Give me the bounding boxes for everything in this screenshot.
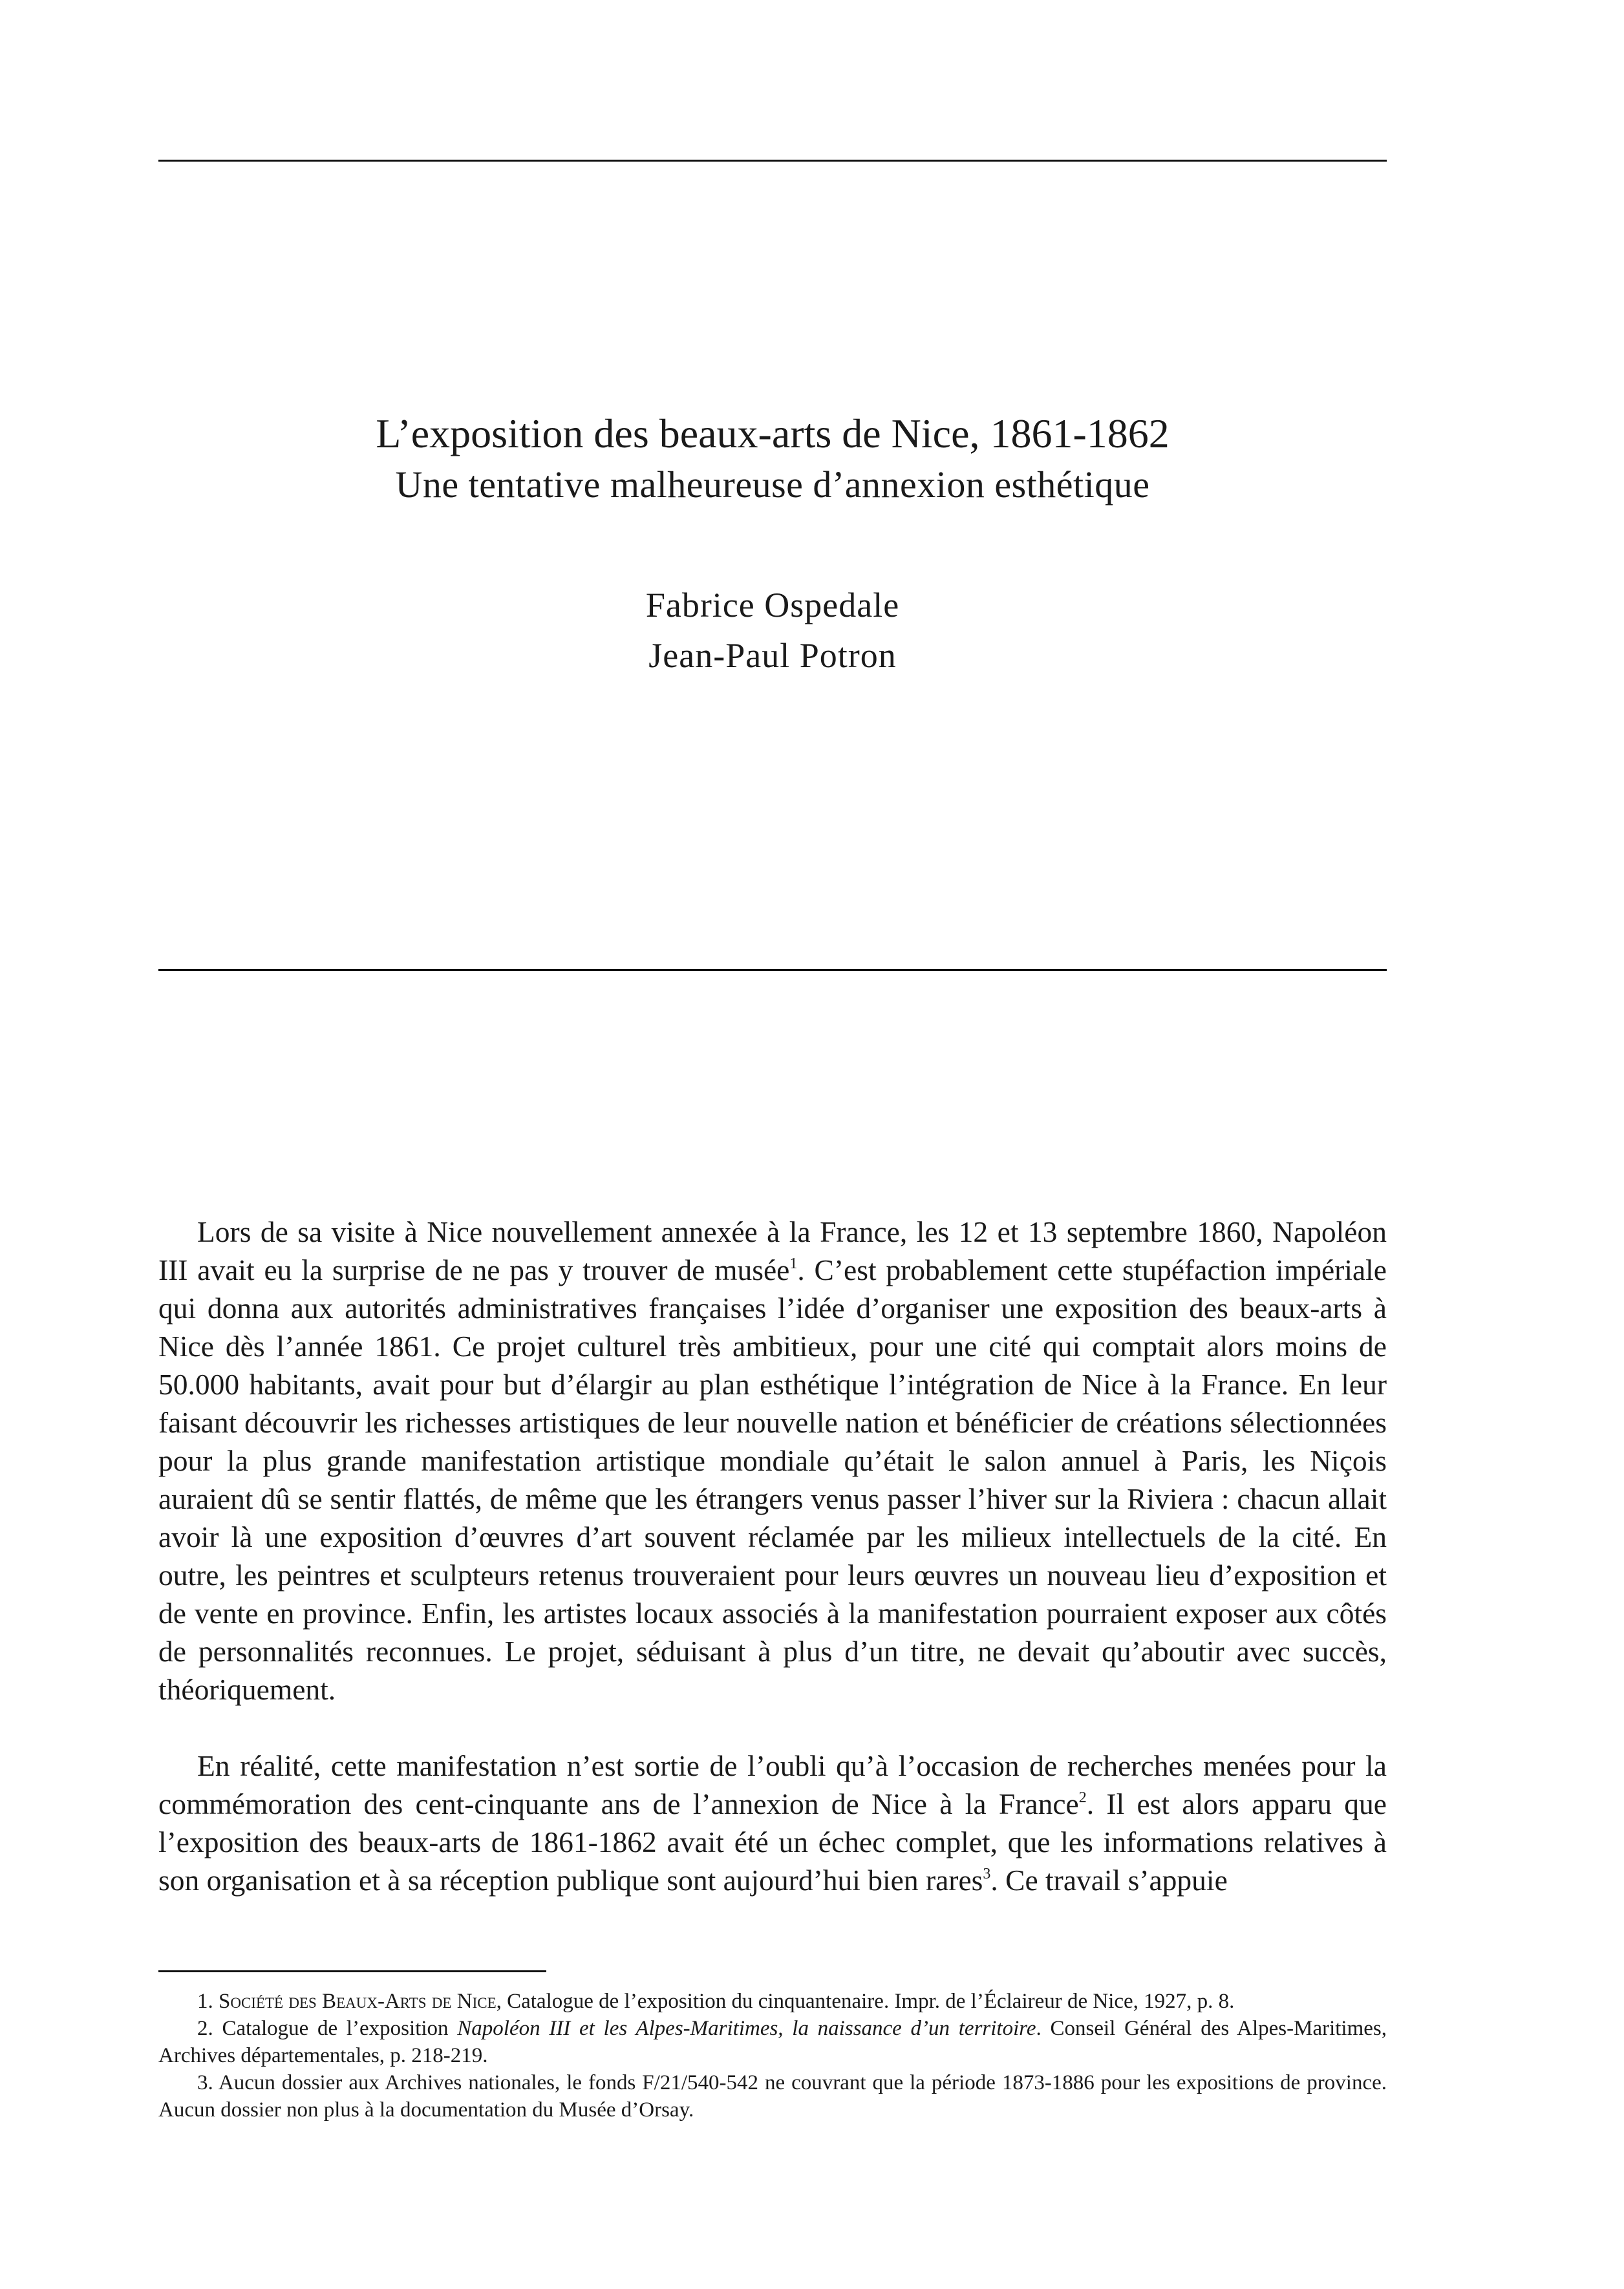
article-title: L’exposition des beaux-arts de Nice, 1861-1862 [376, 410, 1170, 456]
paragraph: Lors de sa visite à Nice nouvellement annexée à la France, les 12 et 13 septembre 1860, Napoléon III avait eu la surprise de ne pas y trouver de musée$^1$. C’est probablement cette stupéfaction impériale qui donna aux autorités administratives françaises l’idée d’organiser une exposition des beaux-arts à Nice dès l’année 1861. Ce projet culturel très ambitieux, pour une cité qui comptait alors moins de 50.000 habitants, avait pour but d’élargir au plan esthétique l’intégration de Nice à la France. En leur faisant découvrir les richesses artistiques de leur nouvelle nation et bénéficier de créations sélectionnées pour la plus grande manifestation artistique mondiale qu’était le salon annuel à Paris, les Niçois auraient dû se sentir flattés, de même que les étrangers venus passer l’hiver sur la Riviera : chacun allait avoir là une exposition d’œuvres d’art souvent réclamée par les milieux intellectuels de la cité. En outre, les peintres et sculpteurs retenus trouveraient pour leurs œuvres un nouveau lieu d’exposition et de vente en province. Enfin, les artistes locaux associés à la manifestation pourraient exposer aux côtés de personnalités reconnues. Le projet, séduisant à plus d’un titre, ne devait qu’aboutir avec succès, théoriquement. [158, 1215, 1387, 1706]
footnote-rule [158, 1970, 546, 1972]
top-rule [158, 160, 1387, 162]
footnote-title: Napoléon III et les Alpes-Maritimes, la naissance d’un territoire [457, 2017, 1036, 2040]
authors [158, 580, 1387, 681]
article-subtitle: Une tentative malheureuse d’annexion esthétique [395, 463, 1150, 506]
footnote-ref: 1 [789, 1255, 798, 1272]
footnote-ref: 2 [1078, 1789, 1087, 1806]
footnote: 2. Catalogue de l’exposition Napoléon III et les Alpes-Maritimes, la naissance d’un territoire. Conseil Général des Alpes-Maritimes, Archives départementales, p. 218-219. [158, 2017, 1387, 2067]
footnote-author: Société des Beaux-Arts de Nice [219, 1990, 497, 2013]
footnotes [158, 1988, 1387, 2124]
title-block [158, 407, 1387, 509]
footnote: 1. Société des Beaux-Arts de Nice, Catalogue de l’exposition du cinquantenaire. Impr. de l’Éclaireur de Nice, 1927, p. 8. [197, 1990, 1235, 2013]
section-rule [158, 969, 1387, 971]
footnote: 3. Aucun dossier aux Archives nationales, le fonds F/21/540-542 ne couvrant que la période 1873-1886 pour les expositions de province. Aucun dossier non plus à la documentation du Musée d’Orsay. [158, 2071, 1387, 2122]
author-name: Fabrice Ospedale [645, 586, 900, 624]
body-text [158, 1213, 1387, 1899]
author-name: Jean-Paul Potron [648, 636, 897, 675]
paragraph: En réalité, cette manifestation n’est sortie de l’oubli qu’à l’occasion de recherches menées pour la commémoration des cent-cinquante ans de l’annexion de Nice à la France$^2$. Il est alors apparu que l’exposition des beaux-arts de 1861-1862 avait été un échec complet, que les informations relatives à son organisation et à sa réception publique sont aujourd’hui bien rares$^3$. Ce travail s’appuie [158, 1749, 1387, 1897]
footnote-ref: 3 [983, 1866, 991, 1882]
